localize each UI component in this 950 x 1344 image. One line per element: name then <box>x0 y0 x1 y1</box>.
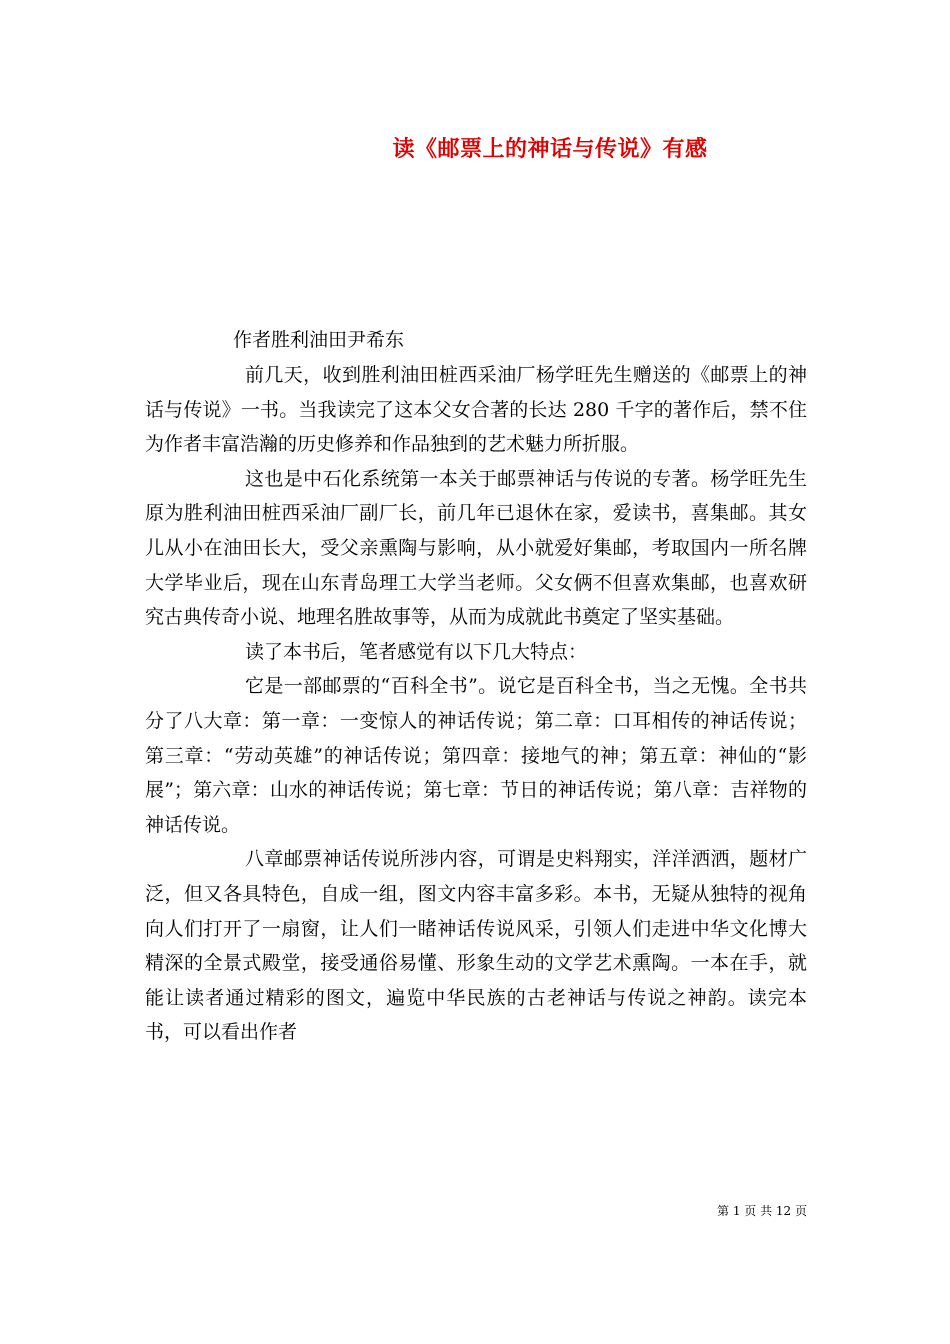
author-line: 作者胜利油田尹希东 <box>233 329 405 351</box>
paragraph: 前几天，收到胜利油田桩西采油厂杨学旺先生赠送的《邮票上的神话与传说》一书。当我读完了这本父女合著的长达 280 千字的著作后，禁不住为作者丰富浩瀚的历史修养和作品独到的艺术魅力所折服。 <box>145 364 807 456</box>
page-number-footer: 第 1 页 共 12 页 <box>717 1204 807 1218</box>
document-title: 读《邮票上的神话与传说》有感 <box>392 137 708 162</box>
paragraph: 八章邮票神话传说所涉内容，可谓是史料翔实，洋洋洒洒，题材广泛，但又各具特色，自成一组，图文内容丰富多彩。本书，无疑从独特的视角向人们打开了一扇窗，让人们一睹神话传说风采，引领人们走进中华文化博大精深的全景式殿堂，接受通俗易懂、形象生动的文学艺术熏陶。一本在手，就能让读者通过精彩的图文，遍览中华民族的古老神话与传说之神韵。读完本书，可以看出作者 <box>145 848 807 1044</box>
paragraph: 它是一部邮票的“百科全书”。说它是百科全书，当之无愧。全书共分了八大章：第一章：一变惊人的神话传说；第二章：口耳相传的神话传说；第三章：“劳动英雄”的神话传说；第四章：接地气的神；第五章：神仙的“影展”；第六章：山水的神话传说；第七章：节日的神话传说；第八章：吉祥物的神话传说。 <box>145 675 807 836</box>
article-body <box>145 358 807 1050</box>
paragraph: 读了本书后，笔者感觉有以下几大特点： <box>245 640 588 663</box>
paragraph: 这也是中石化系统第一本关于邮票神话与传说的专著。杨学旺先生原为胜利油田桩西采油厂副厂长，前几年已退休在家，爱读书，喜集邮。其女儿从小在油田长大，受父亲熏陶与影响，从小就爱好集邮，考取国内一所名牌大学毕业后，现在山东青岛理工大学当老师。父女俩不但喜欢集邮，也喜欢研究古典传奇小说、地理名胜故事等，从而为成就此书奠定了坚实基础。 <box>145 467 807 629</box>
